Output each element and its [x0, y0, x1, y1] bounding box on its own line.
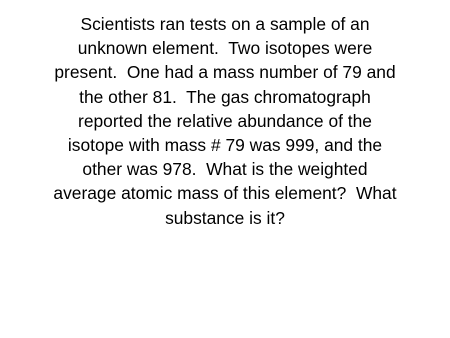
problem-line-1: Scientists ran tests on a sample of an	[80, 14, 370, 34]
problem-line-7: other was 978. What is the weighted	[82, 159, 368, 180]
problem-line-6: isotope with mass # 79 was 999, and the	[67, 135, 383, 156]
problem-line-9: substance is it?	[165, 207, 285, 228]
problem-line-8: average atomic mass of this element? What	[53, 183, 397, 204]
problem-line-5: reported the relative abundance of the	[78, 110, 372, 131]
problem-line-2: unknown element. Two isotopes were	[77, 38, 373, 59]
problem-text	[20, 12, 430, 230]
problem-line-4: the other 81. The gas chromatograph	[79, 86, 371, 107]
problem-line-3: present. One had a mass number of 79 and	[54, 62, 396, 83]
